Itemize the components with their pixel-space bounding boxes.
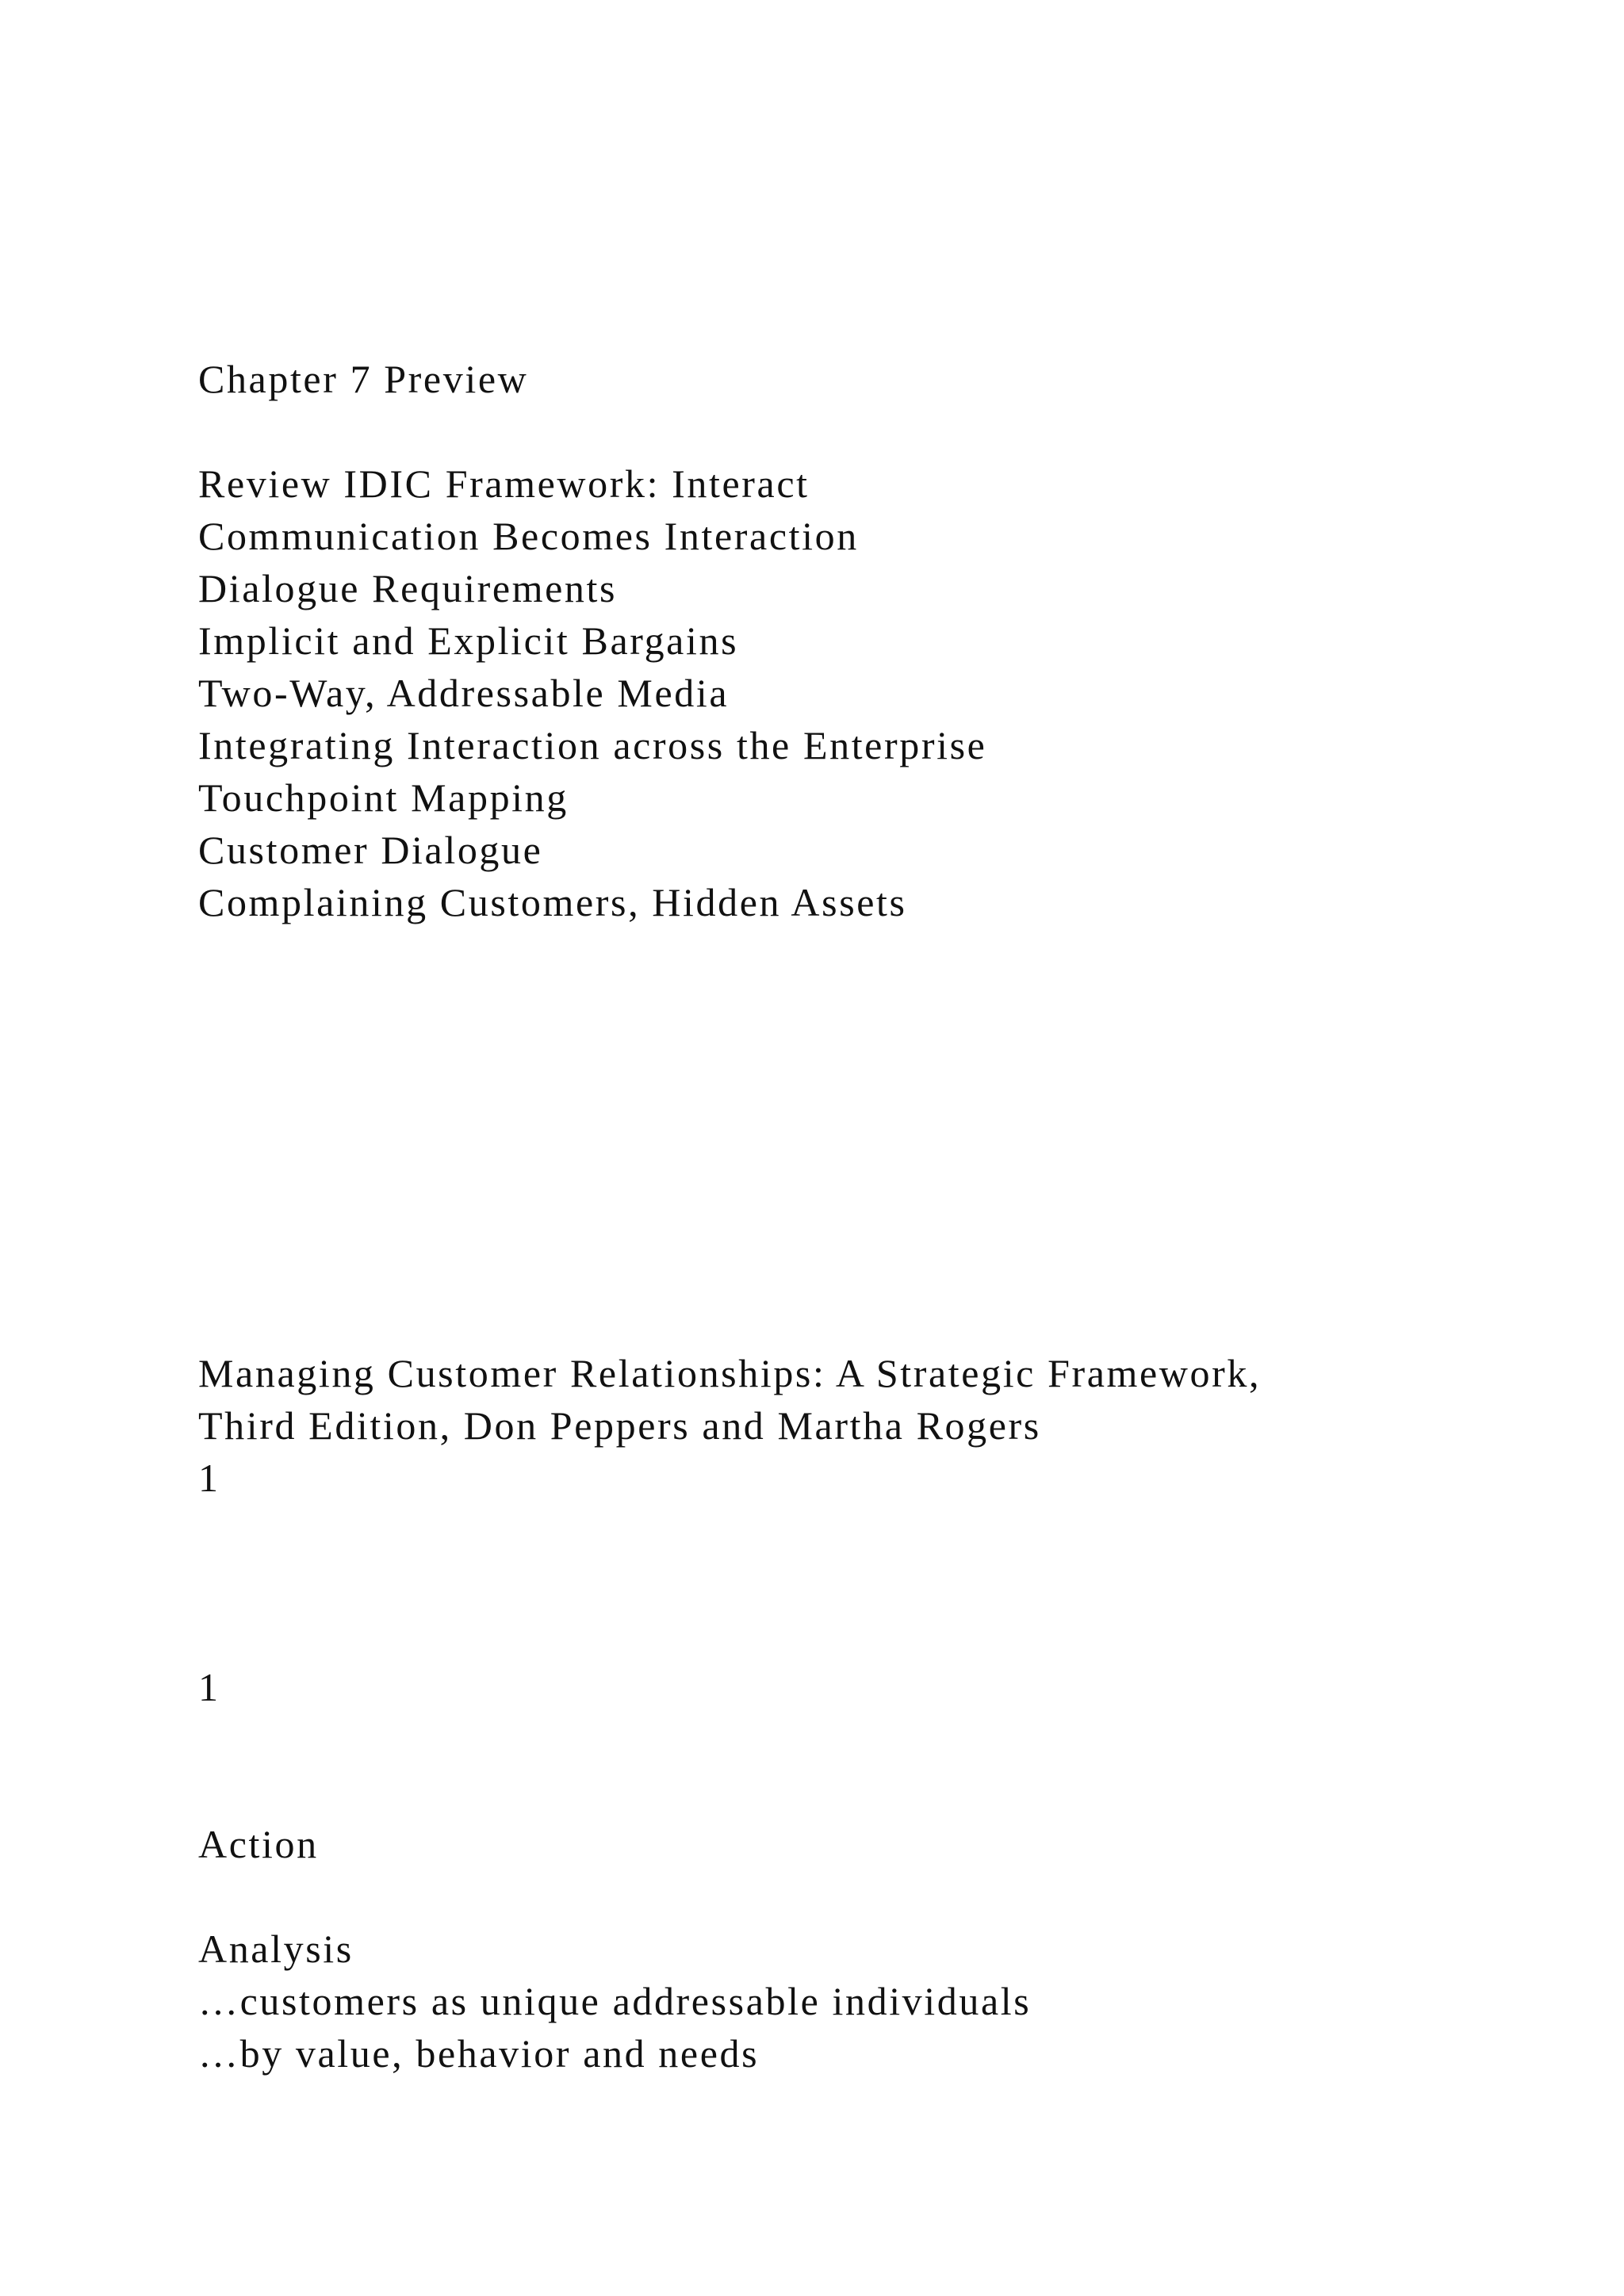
analysis-heading: Analysis (198, 1927, 354, 1971)
preview-item: Complaining Customers, Hidden Assets (198, 880, 907, 924)
analysis-line: …by value, behavior and needs (198, 2031, 760, 2076)
preview-item: Touchpoint Mapping (198, 775, 569, 820)
chapter-title: Chapter 7 Preview (198, 357, 529, 401)
analysis-line: …customers as unique addressable individuals (198, 1979, 1032, 2023)
preview-item: Integrating Interaction across the Enterprise (198, 723, 987, 767)
preview-item: Two-Way, Addressable Media (198, 671, 730, 715)
preview-item: Communication Becomes Interaction (198, 514, 859, 558)
preview-item: Implicit and Explicit Bargains (198, 618, 739, 663)
page-number: 1 (198, 1456, 220, 1500)
preview-item: Dialogue Requirements (198, 566, 618, 610)
action-heading: Action (198, 1822, 319, 1866)
citation-line: Third Edition, Don Peppers and Martha Rogers (198, 1403, 1041, 1448)
slide-number: 1 (198, 1665, 220, 1709)
citation-line: Managing Customer Relationships: A Strategic Framework, (198, 1351, 1262, 1395)
preview-item: Customer Dialogue (198, 828, 543, 872)
preview-item: Review IDIC Framework: Interact (198, 461, 810, 506)
